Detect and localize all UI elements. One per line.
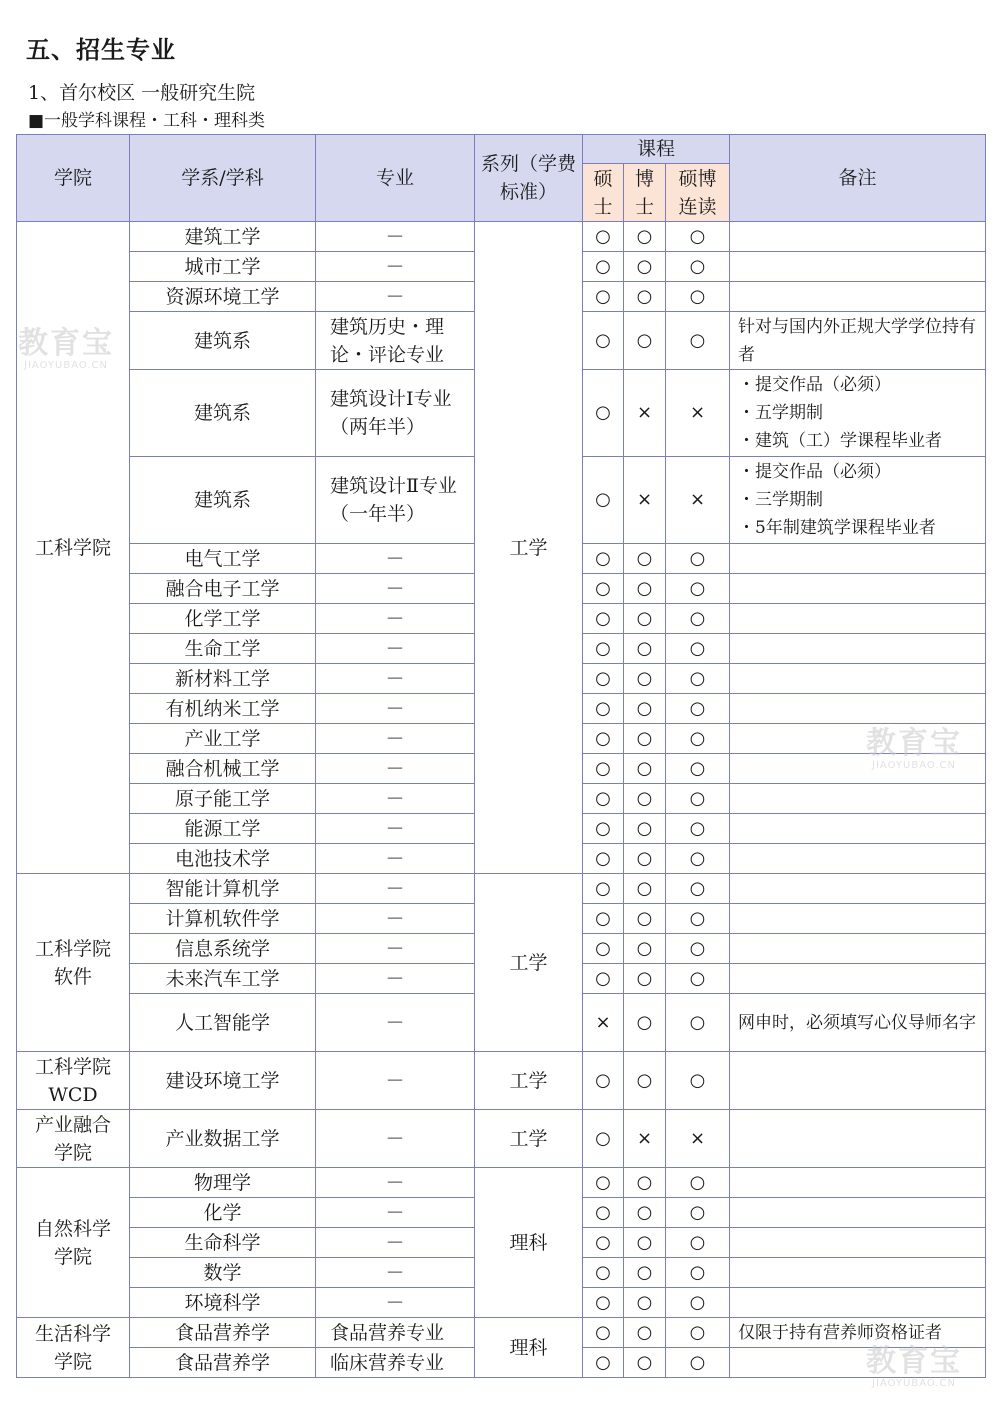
college-cell: 工科学院软件 xyxy=(17,874,130,1052)
major-cell: － xyxy=(316,634,475,664)
combined-mark: ○ xyxy=(666,634,730,664)
table-row xyxy=(17,1110,986,1168)
note-cell xyxy=(730,1168,986,1198)
doctor-mark: ○ xyxy=(624,724,666,754)
master-mark: ○ xyxy=(583,457,624,544)
doctor-mark: ○ xyxy=(624,964,666,994)
master-mark: ○ xyxy=(583,1318,624,1348)
major-cell: － xyxy=(316,604,475,634)
series-cell: 工学 xyxy=(475,874,583,1052)
major-cell: － xyxy=(316,694,475,724)
dept-cell: 数学 xyxy=(130,1258,316,1288)
note-cell xyxy=(730,904,986,934)
combined-mark: ○ xyxy=(666,544,730,574)
note-cell xyxy=(730,1288,986,1318)
note-cell xyxy=(730,574,986,604)
note-cell xyxy=(730,754,986,784)
combined-mark: ○ xyxy=(666,1168,730,1198)
combined-mark: ○ xyxy=(666,574,730,604)
dept-cell: 化学工学 xyxy=(130,604,316,634)
note-cell xyxy=(730,604,986,634)
dept-cell: 建筑系 xyxy=(130,370,316,457)
combined-mark: ○ xyxy=(666,724,730,754)
master-mark: ○ xyxy=(583,312,624,370)
series-cell: 理科 xyxy=(475,1318,583,1378)
combined-mark: ○ xyxy=(666,1198,730,1228)
header-series: 系列（学费标准） xyxy=(475,135,583,222)
note-cell xyxy=(730,1258,986,1288)
table-row xyxy=(17,1052,986,1110)
note-cell xyxy=(730,964,986,994)
major-cell: － xyxy=(316,574,475,604)
note-cell: 仅限于持有营养师资格证者 xyxy=(730,1318,986,1348)
note-cell: ・提交作品（必须） ・三学期制 ・5年制建筑学课程毕业者 xyxy=(730,457,986,544)
section-heading: 五、招生专业 xyxy=(26,36,176,64)
dept-cell: 融合机械工学 xyxy=(130,754,316,784)
note-cell xyxy=(730,544,986,574)
combined-mark: ○ xyxy=(666,1318,730,1348)
dept-cell: 信息系统学 xyxy=(130,934,316,964)
master-mark: ○ xyxy=(583,964,624,994)
table-row xyxy=(17,874,986,904)
header-course: 课程 xyxy=(583,135,730,164)
master-mark: ○ xyxy=(583,784,624,814)
doctor-mark: ○ xyxy=(624,544,666,574)
doctor-mark: ○ xyxy=(624,222,666,252)
combined-mark: ○ xyxy=(666,784,730,814)
combined-mark: × xyxy=(666,370,730,457)
doctor-mark: × xyxy=(624,370,666,457)
major-cell: 建筑历史・理论・评论专业 xyxy=(316,312,475,370)
note-cell xyxy=(730,222,986,252)
combined-mark: ○ xyxy=(666,1052,730,1110)
programs-table xyxy=(16,134,986,1378)
major-cell: － xyxy=(316,904,475,934)
major-cell: － xyxy=(316,844,475,874)
dept-cell: 资源环境工学 xyxy=(130,282,316,312)
series-cell: 工学 xyxy=(475,1052,583,1110)
watermark-logo: 教育宝 JIAOYUBAO.CN xyxy=(18,326,114,371)
combined-mark: ○ xyxy=(666,604,730,634)
dept-cell: 计算机软件学 xyxy=(130,904,316,934)
dept-cell: 建筑工学 xyxy=(130,222,316,252)
master-mark: ○ xyxy=(583,814,624,844)
college-cell: 生活科学学院 xyxy=(17,1318,130,1378)
major-cell: － xyxy=(316,282,475,312)
combined-mark: × xyxy=(666,1110,730,1168)
master-mark: × xyxy=(583,994,624,1052)
header-note: 备注 xyxy=(730,135,986,222)
dept-cell: 环境科学 xyxy=(130,1288,316,1318)
master-mark: ○ xyxy=(583,1110,624,1168)
note-cell xyxy=(730,934,986,964)
major-cell: － xyxy=(316,724,475,754)
combined-mark: ○ xyxy=(666,312,730,370)
doctor-mark: ○ xyxy=(624,1288,666,1318)
doctor-mark: ○ xyxy=(624,1258,666,1288)
combined-mark: ○ xyxy=(666,754,730,784)
doctor-mark: ○ xyxy=(624,904,666,934)
doctor-mark: ○ xyxy=(624,994,666,1052)
doctor-mark: ○ xyxy=(624,252,666,282)
dept-cell: 食品营养学 xyxy=(130,1348,316,1378)
dept-cell: 物理学 xyxy=(130,1168,316,1198)
table-row xyxy=(17,1318,986,1348)
header-dept: 学系/学科 xyxy=(130,135,316,222)
note-cell xyxy=(730,664,986,694)
major-cell: － xyxy=(316,814,475,844)
master-mark: ○ xyxy=(583,754,624,784)
major-cell: 建筑设计Ⅱ专业（一年半） xyxy=(316,457,475,544)
master-mark: ○ xyxy=(583,1052,624,1110)
combined-mark: ○ xyxy=(666,1348,730,1378)
table-row xyxy=(17,1168,986,1198)
combined-mark: ○ xyxy=(666,252,730,282)
major-cell: 建筑设计Ⅰ专业（两年半） xyxy=(316,370,475,457)
header-college: 学院 xyxy=(17,135,130,222)
combined-mark: ○ xyxy=(666,994,730,1052)
combined-mark: × xyxy=(666,457,730,544)
combined-mark: ○ xyxy=(666,222,730,252)
combined-mark: ○ xyxy=(666,1288,730,1318)
series-cell: 工学 xyxy=(475,1110,583,1168)
doctor-mark: ○ xyxy=(624,634,666,664)
dept-cell: 建设环境工学 xyxy=(130,1052,316,1110)
master-mark: ○ xyxy=(583,1228,624,1258)
major-cell: 临床营养专业 xyxy=(316,1348,475,1378)
note-cell xyxy=(730,814,986,844)
master-mark: ○ xyxy=(583,574,624,604)
major-cell: － xyxy=(316,784,475,814)
master-mark: ○ xyxy=(583,844,624,874)
major-cell: － xyxy=(316,664,475,694)
note-cell xyxy=(730,784,986,814)
major-cell: － xyxy=(316,874,475,904)
major-cell: － xyxy=(316,1168,475,1198)
major-cell: － xyxy=(316,252,475,282)
campus-subheading: 1、首尔校区 一般研究生院 xyxy=(28,82,256,104)
doctor-mark: ○ xyxy=(624,694,666,724)
master-mark: ○ xyxy=(583,370,624,457)
dept-cell: 能源工学 xyxy=(130,814,316,844)
note-cell: 网申时，必须填写心仪导师名字 xyxy=(730,994,986,1052)
combined-mark: ○ xyxy=(666,664,730,694)
dept-cell: 生命工学 xyxy=(130,634,316,664)
dept-cell: 新材料工学 xyxy=(130,664,316,694)
dept-cell: 未来汽车工学 xyxy=(130,964,316,994)
dept-cell: 原子能工学 xyxy=(130,784,316,814)
note-cell xyxy=(730,1348,986,1378)
note-cell xyxy=(730,724,986,754)
master-mark: ○ xyxy=(583,904,624,934)
major-cell: － xyxy=(316,1198,475,1228)
doctor-mark: ○ xyxy=(624,312,666,370)
note-cell xyxy=(730,282,986,312)
major-cell: － xyxy=(316,754,475,784)
master-mark: ○ xyxy=(583,634,624,664)
header-doctor: 博士 xyxy=(624,164,666,222)
doctor-mark: ○ xyxy=(624,784,666,814)
dept-cell: 产业工学 xyxy=(130,724,316,754)
master-mark: ○ xyxy=(583,1198,624,1228)
master-mark: ○ xyxy=(583,544,624,574)
major-cell: － xyxy=(316,222,475,252)
dept-cell: 有机纳米工学 xyxy=(130,694,316,724)
combined-mark: ○ xyxy=(666,282,730,312)
master-mark: ○ xyxy=(583,1258,624,1288)
watermark-logo: 教育宝 JIAOYUBAO.CN xyxy=(866,726,962,771)
doctor-mark: ○ xyxy=(624,574,666,604)
master-mark: ○ xyxy=(583,724,624,754)
note-cell xyxy=(730,844,986,874)
master-mark: ○ xyxy=(583,1288,624,1318)
college-cell: 工科学院WCD xyxy=(17,1052,130,1110)
combined-mark: ○ xyxy=(666,874,730,904)
master-mark: ○ xyxy=(583,874,624,904)
dept-cell: 化学 xyxy=(130,1198,316,1228)
series-cell: 理科 xyxy=(475,1168,583,1318)
programs-table-body xyxy=(17,222,986,1378)
doctor-mark: ○ xyxy=(624,1168,666,1198)
doctor-mark: ○ xyxy=(624,1052,666,1110)
major-cell: － xyxy=(316,1052,475,1110)
major-cell: － xyxy=(316,934,475,964)
doctor-mark: × xyxy=(624,457,666,544)
major-cell: － xyxy=(316,1258,475,1288)
combined-mark: ○ xyxy=(666,814,730,844)
combined-mark: ○ xyxy=(666,694,730,724)
college-cell: 自然科学学院 xyxy=(17,1168,130,1318)
dept-cell: 电气工学 xyxy=(130,544,316,574)
dept-cell: 建筑系 xyxy=(130,312,316,370)
note-cell xyxy=(730,1110,986,1168)
master-mark: ○ xyxy=(583,934,624,964)
dept-cell: 融合电子工学 xyxy=(130,574,316,604)
master-mark: ○ xyxy=(583,664,624,694)
dept-cell: 城市工学 xyxy=(130,252,316,282)
series-cell: 工学 xyxy=(475,222,583,874)
doctor-mark: × xyxy=(624,1110,666,1168)
dept-cell: 人工智能学 xyxy=(130,994,316,1052)
doctor-mark: ○ xyxy=(624,934,666,964)
doctor-mark: ○ xyxy=(624,754,666,784)
combined-mark: ○ xyxy=(666,844,730,874)
doctor-mark: ○ xyxy=(624,282,666,312)
note-cell xyxy=(730,252,986,282)
header-major: 专业 xyxy=(316,135,475,222)
combined-mark: ○ xyxy=(666,904,730,934)
major-cell: － xyxy=(316,964,475,994)
combined-mark: ○ xyxy=(666,1228,730,1258)
master-mark: ○ xyxy=(583,222,624,252)
major-cell: － xyxy=(316,1228,475,1258)
doctor-mark: ○ xyxy=(624,1318,666,1348)
master-mark: ○ xyxy=(583,1168,624,1198)
dept-cell: 建筑系 xyxy=(130,457,316,544)
major-cell: － xyxy=(316,1288,475,1318)
note-cell xyxy=(730,694,986,724)
combined-mark: ○ xyxy=(666,934,730,964)
doctor-mark: ○ xyxy=(624,814,666,844)
note-cell: 针对与国内外正规大学学位持有者 xyxy=(730,312,986,370)
combined-mark: ○ xyxy=(666,964,730,994)
note-cell: ・提交作品（必须） ・五学期制 ・建筑（工）学课程毕业者 xyxy=(730,370,986,457)
category-label: ■一般学科课程・工科・理科类 xyxy=(28,111,266,131)
note-cell xyxy=(730,874,986,904)
college-cell: 产业融合学院 xyxy=(17,1110,130,1168)
doctor-mark: ○ xyxy=(624,604,666,634)
dept-cell: 产业数据工学 xyxy=(130,1110,316,1168)
major-cell: － xyxy=(316,994,475,1052)
note-cell xyxy=(730,1228,986,1258)
master-mark: ○ xyxy=(583,694,624,724)
doctor-mark: ○ xyxy=(624,664,666,694)
major-cell: － xyxy=(316,1110,475,1168)
dept-cell: 生命科学 xyxy=(130,1228,316,1258)
watermark-logo: 教育宝 JIAOYUBAO.CN xyxy=(866,1344,962,1389)
note-cell xyxy=(730,1198,986,1228)
table-row xyxy=(17,222,986,252)
major-cell: － xyxy=(316,544,475,574)
note-cell xyxy=(730,1052,986,1110)
doctor-mark: ○ xyxy=(624,1348,666,1378)
header-master: 硕士 xyxy=(583,164,624,222)
header-combined: 硕博连读 xyxy=(666,164,730,222)
college-cell: 工科学院 xyxy=(17,222,130,874)
major-cell: 食品营养专业 xyxy=(316,1318,475,1348)
master-mark: ○ xyxy=(583,604,624,634)
doctor-mark: ○ xyxy=(624,844,666,874)
doctor-mark: ○ xyxy=(624,1228,666,1258)
note-cell xyxy=(730,634,986,664)
doctor-mark: ○ xyxy=(624,1198,666,1228)
dept-cell: 智能计算机学 xyxy=(130,874,316,904)
dept-cell: 食品营养学 xyxy=(130,1318,316,1348)
dept-cell: 电池技术学 xyxy=(130,844,316,874)
doctor-mark: ○ xyxy=(624,874,666,904)
master-mark: ○ xyxy=(583,282,624,312)
combined-mark: ○ xyxy=(666,1258,730,1288)
master-mark: ○ xyxy=(583,252,624,282)
master-mark: ○ xyxy=(583,1348,624,1378)
